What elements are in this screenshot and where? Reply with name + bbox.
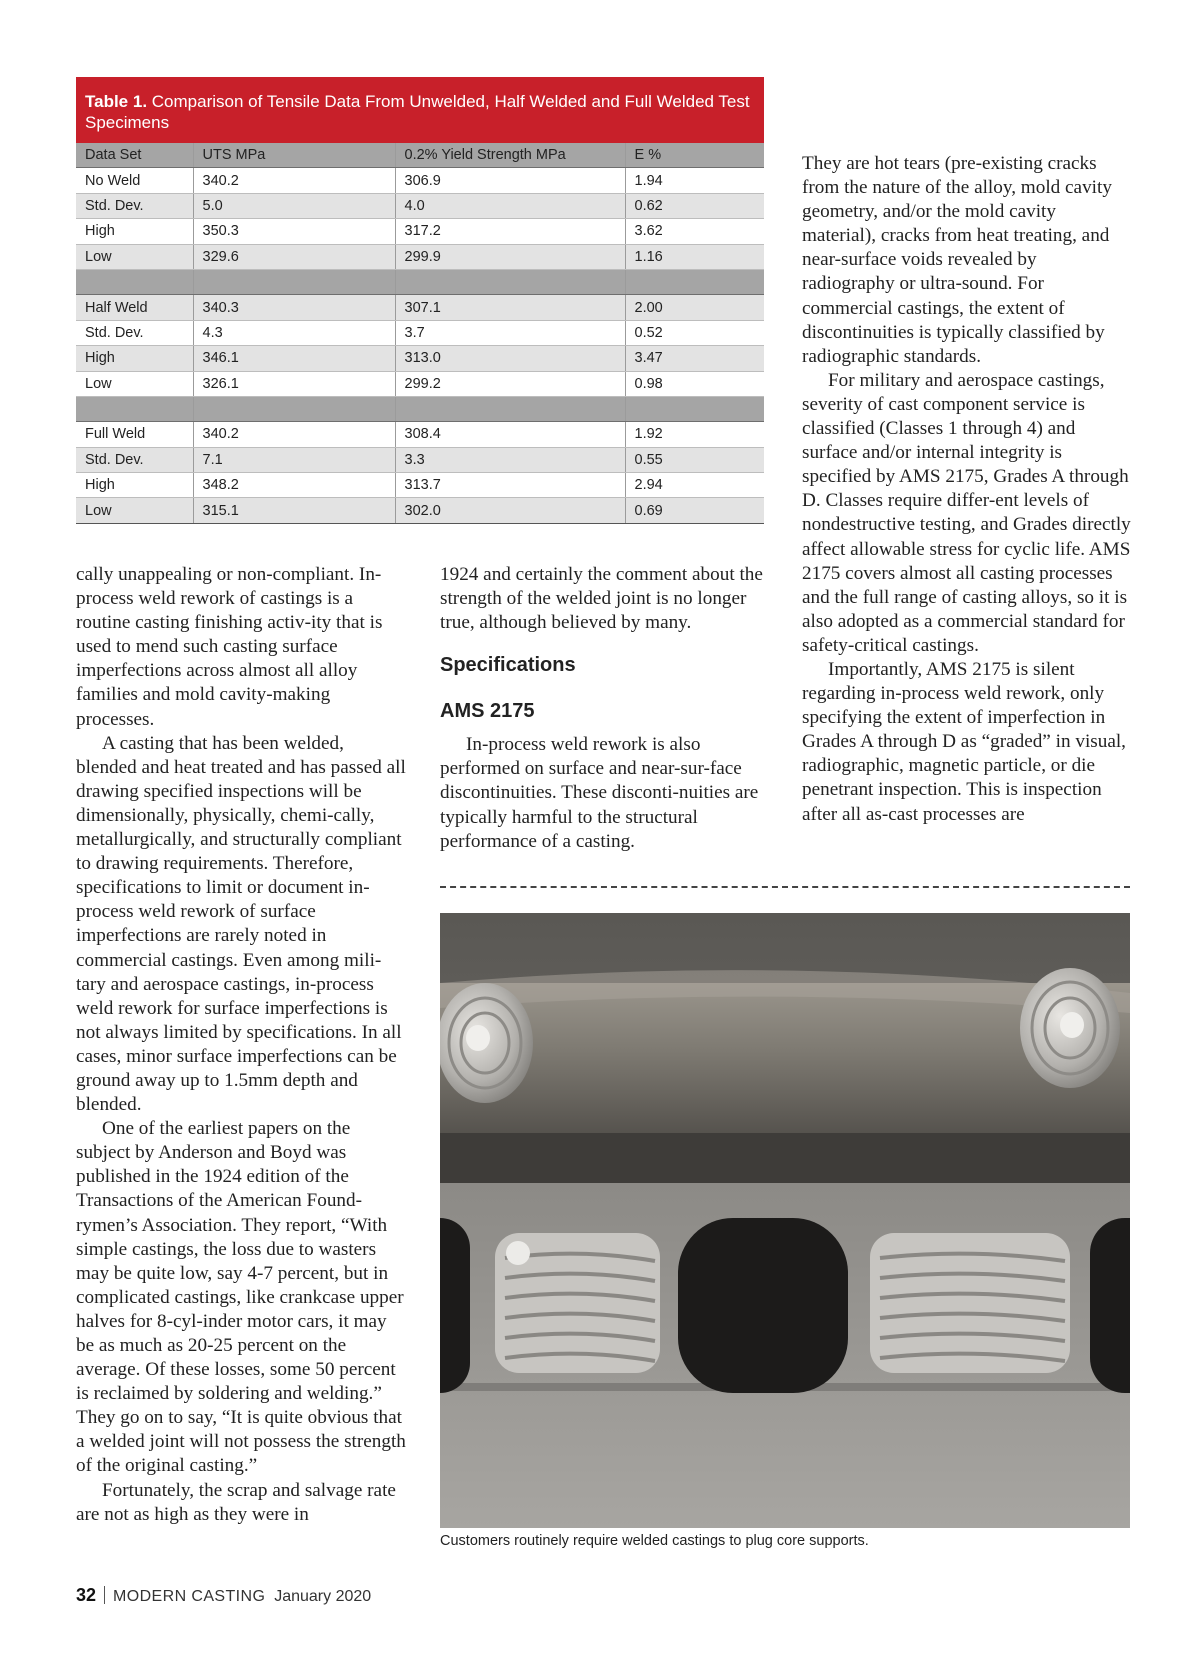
table-cell: 348.2: [193, 473, 395, 498]
table-cell: Low: [76, 371, 193, 396]
table-row: [76, 295, 764, 320]
table-cell: High: [76, 346, 193, 371]
table-cell: 2.00: [625, 295, 764, 320]
table-title-text: Comparison of Tensile Data From Unwelded, Half Welded and Full Welded Test Specimens: [85, 92, 750, 132]
table-row: [76, 371, 764, 396]
table-cell: High: [76, 219, 193, 244]
table-title-bold: Table 1.: [85, 92, 148, 111]
section-heading: Specifications: [440, 654, 576, 677]
table-cell: Std. Dev.: [76, 320, 193, 345]
separator-cell: [395, 269, 625, 294]
table-cell: 308.4: [395, 422, 625, 447]
table-row: [76, 168, 764, 193]
table-cell: High: [76, 473, 193, 498]
table-cell: Half Weld: [76, 295, 193, 320]
article-column-2: [440, 563, 768, 854]
table-group-separator: [76, 396, 764, 421]
table-cell: Std. Dev.: [76, 447, 193, 472]
article-column-3: [802, 152, 1132, 827]
table-cell: 299.2: [395, 371, 625, 396]
table-cell: 326.1: [193, 371, 395, 396]
table-row: [76, 244, 764, 269]
separator-cell: [395, 396, 625, 421]
paragraph: Fortunately, the scrap and salvage rate are not as high as they were in: [76, 1479, 396, 1525]
figure-caption: Customers routinely require welded castings to plug core supports.: [440, 1533, 869, 1549]
round-weld-right: [1020, 968, 1120, 1088]
subsection-heading: AMS 2175: [440, 700, 535, 723]
table-cell: 340.2: [193, 168, 395, 193]
table-row: [76, 422, 764, 447]
casting-illustration: [440, 913, 1130, 1528]
table-cell: 3.47: [625, 346, 764, 371]
table-row: [76, 346, 764, 371]
header-data-set: Data Set: [76, 143, 193, 168]
table-cell: 7.1: [193, 447, 395, 472]
table-cell: 4.3: [193, 320, 395, 345]
table-cell: 313.7: [395, 473, 625, 498]
table-row: [76, 219, 764, 244]
separator-cell: [193, 396, 395, 421]
table-cell: 5.0: [193, 193, 395, 218]
table-cell: 340.3: [193, 295, 395, 320]
table-group-separator: [76, 269, 764, 294]
header-elongation: E %: [625, 143, 764, 168]
separator-cell: [76, 396, 193, 421]
table-cell: 2.94: [625, 473, 764, 498]
bead-weld-left: [495, 1233, 660, 1373]
table-cell: 346.1: [193, 346, 395, 371]
paragraph: For military and aerospace castings, severity of cast component service is classified (Classes 1 through 4) and surface and/or internal integrity is specified by AMS 2175, Grades A through D. Classes require differ-ent levels of nondestructive testing, and Grades directly affect allowable stress for cyclic life. AMS 2175 covers almost all casting processes and the full range of casting alloys, so it is also adopted as a commercial standard for safety-critical castings.: [802, 369, 1131, 656]
table-cell: Std. Dev.: [76, 193, 193, 218]
paragraph: Importantly, AMS 2175 is silent regarding in-process weld rework, only specifying the extent of imperfection in Grades A through D as “graded” in visual, radiographic, magnetic particle, or die penetrant inspection. This is inspection after all as-cast processes are: [802, 658, 1126, 825]
table-row: [76, 473, 764, 498]
table-title: [76, 77, 764, 143]
separator-cell: [76, 269, 193, 294]
header-yield: 0.2% Yield Strength MPa: [395, 143, 625, 168]
table-cell: 302.0: [395, 498, 625, 523]
paragraph: In-process weld rework is also performed on surface and near-sur-face discontinuities. These disconti-nuities are typically harmful to the structural performance of a casting.: [440, 734, 759, 852]
table-cell: 0.62: [625, 193, 764, 218]
table-cell: 0.55: [625, 447, 764, 472]
paragraph: One of the earliest papers on the subject by Anderson and Boyd was published in the 1924 edition of the Transactions of the American Found-rymen’s Association. They report, “With simple castings, the loss due to wasters may be quite low, say 4-7 percent, but in complicated castings, like crankcase upper halves for 8-cyl-inder motor cars, it may be as much as 20-25 percent on the average. Of these losses, some 50 percent is reclaimed by soldering and welding.” They go on to say, “It is quite obvious that a welded joint will not possess the strength of the original casting.”: [76, 1118, 406, 1477]
table-cell: 350.3: [193, 219, 395, 244]
table-cell: Full Weld: [76, 422, 193, 447]
table-cell: Low: [76, 244, 193, 269]
footer-divider: [104, 1586, 105, 1604]
table-cell: 317.2: [395, 219, 625, 244]
table-row: [76, 498, 764, 523]
table-cell: 0.69: [625, 498, 764, 523]
table-cell: 1.94: [625, 168, 764, 193]
table-cell: 3.62: [625, 219, 764, 244]
table-row: [76, 193, 764, 218]
separator-cell: [625, 396, 764, 421]
table-cell: 315.1: [193, 498, 395, 523]
bead-weld-right: [870, 1233, 1070, 1373]
table-cell: 299.9: [395, 244, 625, 269]
table-cell: 0.98: [625, 371, 764, 396]
table-row: [76, 447, 764, 472]
page-number: 32: [76, 1585, 97, 1605]
paragraph: cally unappealing or non-compliant. In-process weld rework of castings is a routine casting finishing activ-ity that is used to mend such casting surface imperfections across almost all alloy families and mold cavity-making processes.: [76, 564, 383, 730]
table-row: [76, 320, 764, 345]
magazine-name: MODERN CASTING: [113, 1588, 266, 1605]
table-cell: 4.0: [395, 193, 625, 218]
welded-casting-photo: [440, 913, 1130, 1528]
table-cell: 1.92: [625, 422, 764, 447]
paragraph: A casting that has been welded, blended and heat treated and has passed all drawing specified inspections will be dimensionally, physically, chemi-cally, metallurgically, and structurally compliant to drawing requirements. Therefore, specifications to limit or document in-process weld rework of surface imperfections are rarely noted in commercial castings. Even among mili-tary and aerospace castings, in-process weld rework for surface imperfections is not always limited by specifications. In all cases, minor surface imperfections can be ground away up to 1.5mm depth and blended.: [76, 732, 406, 1116]
header-uts: UTS MPa: [193, 143, 395, 168]
table-cell: 313.0: [395, 346, 625, 371]
table-header-row: [76, 143, 764, 168]
tensile-data-table: [76, 143, 764, 524]
table-cell: Low: [76, 498, 193, 523]
paragraph: They are hot tears (pre-existing cracks from the nature of the alloy, mold cavity geometry, and/or the mold cavity material), cracks from heat treating, and near-surface voids revealed by radiography or ultra-sound. For commercial castings, the extent of discontinuities is typically classified by radiographic standards.: [802, 153, 1112, 367]
table-cell: 340.2: [193, 422, 395, 447]
dashed-divider: [440, 886, 1130, 888]
table-cell: No Weld: [76, 168, 193, 193]
table-cell: 3.7: [395, 320, 625, 345]
table-cell: 0.52: [625, 320, 764, 345]
round-weld-left: [440, 983, 533, 1103]
paragraph: 1924 and certainly the comment about the strength of the welded joint is no longer true, although believed by many.: [440, 564, 763, 634]
page-footer: [76, 1584, 371, 1608]
table-1: [76, 77, 764, 524]
table-cell: 1.16: [625, 244, 764, 269]
table-cell: 306.9: [395, 168, 625, 193]
table-cell: 3.3: [395, 447, 625, 472]
separator-cell: [625, 269, 764, 294]
table-cell: 307.1: [395, 295, 625, 320]
article-column-1: [76, 563, 406, 1527]
issue-date: January 2020: [274, 1588, 372, 1605]
table-cell: 329.6: [193, 244, 395, 269]
separator-cell: [193, 269, 395, 294]
